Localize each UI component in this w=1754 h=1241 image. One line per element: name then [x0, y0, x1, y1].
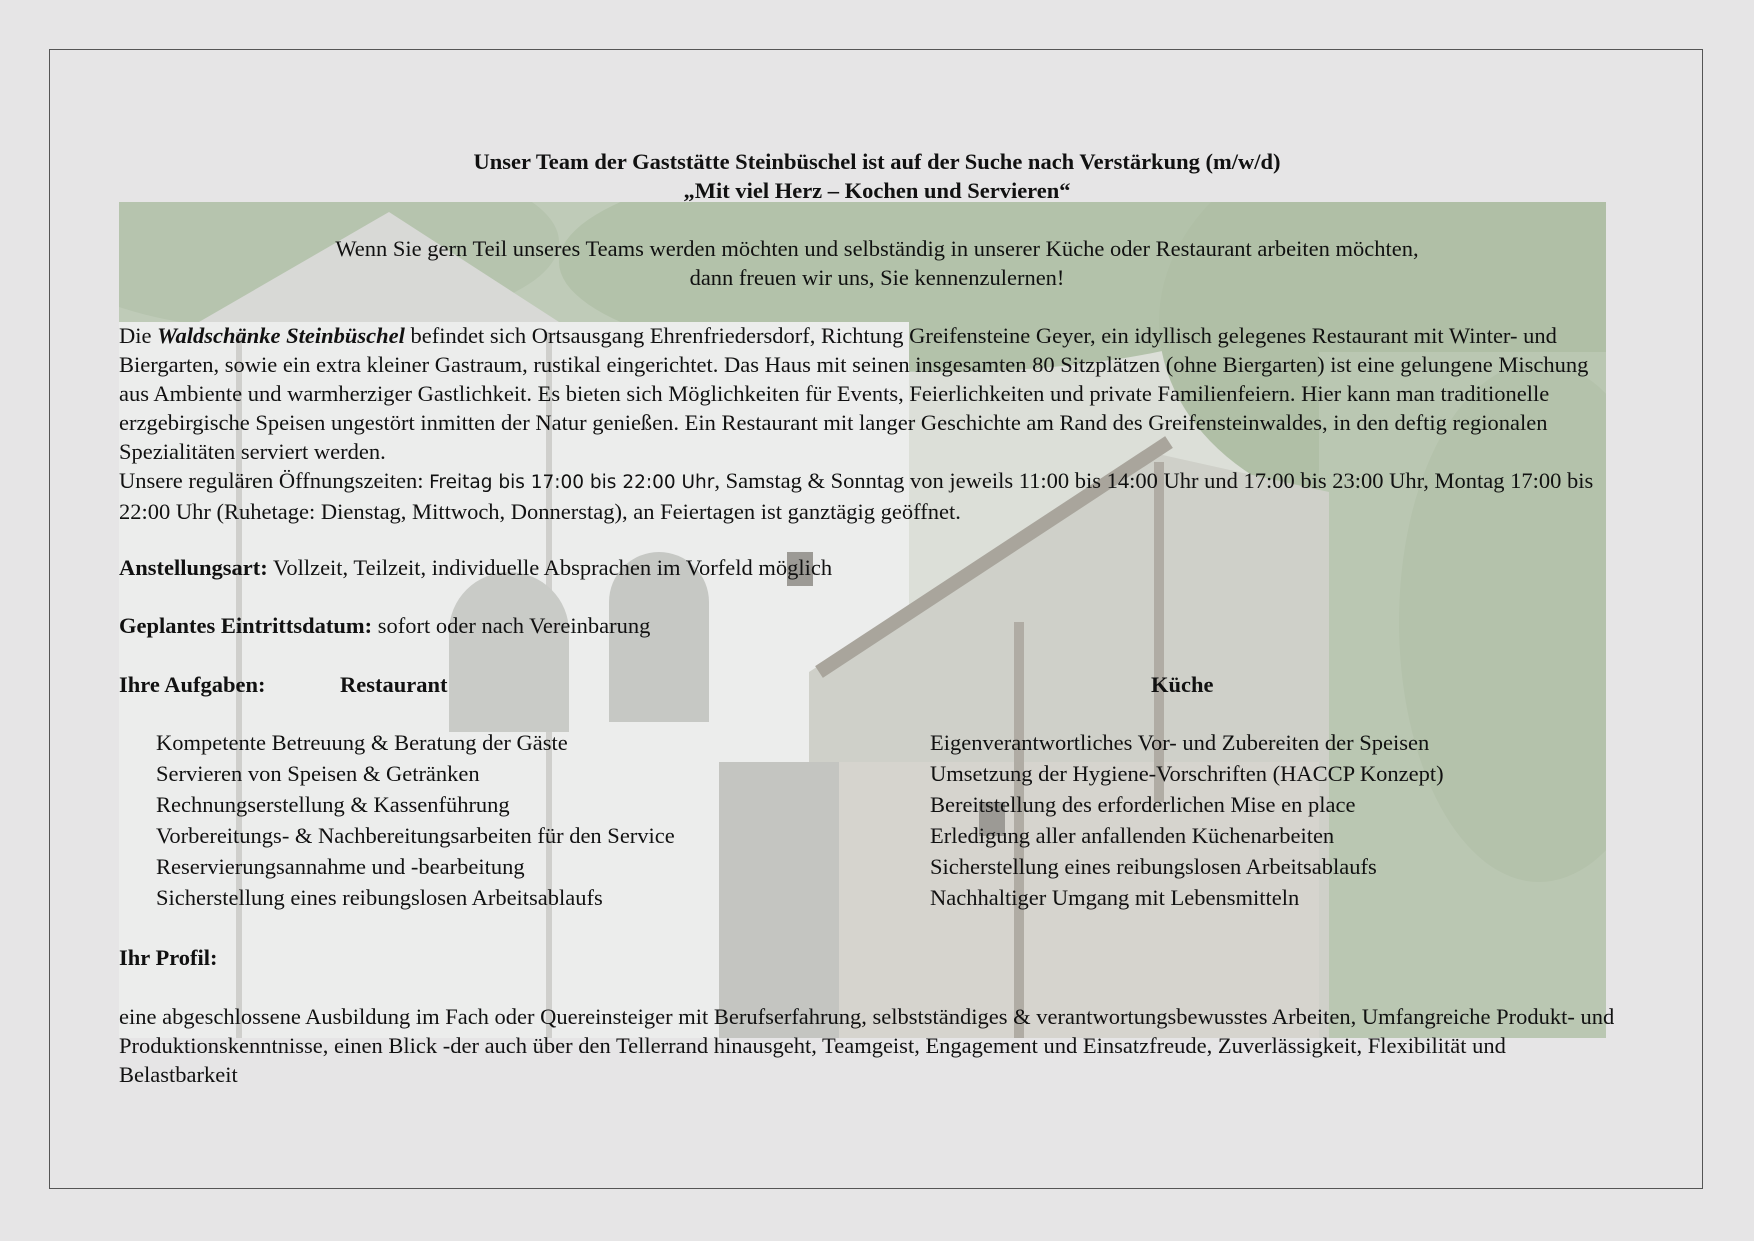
intro-line-2: dann freuen wir uns, Sie kennenzulernen!: [689, 265, 1065, 290]
restaurant-task-list: [156, 727, 675, 913]
list-item: Eigenverantwortliches Vor- und Zubereiten der Speisen: [930, 730, 1430, 755]
intro-line-1: Wenn Sie gern Teil unseres Teams werden möchten und selbständig in unserer Küche oder Restaurant arbeiten möchten,: [335, 236, 1419, 261]
description-text: befindet sich Ortsausgang Ehrenfriedersdorf, Richtung Greifensteine Geyer, ein idyllisch gelegenes Restaurant mit Winter- und Biergarten, sowie ein extra kleiner Gastraum, rustikal eingerichtet. Das Haus mit seinen insgesamten 80 Sitzplätzen (ohne Biergarten) ist eine gelungene Mischung aus Ambiente und warmherziger Gastlichkeit. Es bieten sich Möglichkeiten für Events, Feierlichkeiten und private Familienfeiern. Hier kann man traditionelle erzgebirgische Speisen ungestört inmitten der Natur genießen. Ein Restaurant mit langer Geschichte am Rand des Greifensteinwaldes, in den deftig regionalen Spezialitäten serviert werden.: [119, 323, 1589, 464]
tasks-label: Ihre Aufgaben:: [119, 672, 266, 697]
start-date-label: Geplantes Eintrittsdatum:: [119, 613, 373, 638]
profile-text: eine abgeschlossene Ausbildung im Fach oder Quereinsteiger mit Berufserfahrung, selbstständiges & verantwortungsbewusstes Arbeiten, Umfangreiche Produkt- und Produktionskenntnisse, einen Blick -der auch über den Tellerrand hinausgeht, Teamgeist, Engagement und Einsatzfreude, Zuverlässigkeit, Flexibilität und Belastbarkeit: [119, 1004, 1615, 1087]
employment-type: [119, 553, 832, 582]
opening-hours-rest: , Samstag & Sonntag von jeweils 11:00 bis 14:00 Uhr und 17:00 bis 23:00 Uhr, Montag 17:00 bis 22:00 Uhr (Ruhetage: Dienstag, Mittwoch, Donnerstag), an Feiertagen ist ganztägig geöffnet.: [119, 468, 1594, 524]
list-item: Sicherstellung eines reibungslosen Arbeitsablaufs: [930, 854, 1377, 879]
list-item: Reservierungsannahme und -bearbeitung: [156, 854, 525, 879]
start-date: [119, 611, 650, 640]
start-date-value: sofort oder nach Vereinbarung: [372, 613, 651, 638]
restaurant-heading: Restaurant: [340, 672, 448, 697]
list-item: Servieren von Speisen & Getränken: [156, 761, 480, 786]
opening-hours-friday: Freitag bis 17:00 bis 22:00 Uhr: [429, 472, 715, 493]
list-item: Erledigung aller anfallenden Küchenarbeiten: [930, 823, 1335, 848]
opening-hours-prefix: Unsere regulären Öffnungszeiten:: [119, 468, 430, 493]
title-line-2: „Mit viel Herz – Kochen und Servieren“: [683, 178, 1071, 203]
list-item: Nachhaltiger Umgang mit Lebensmitteln: [930, 885, 1300, 910]
restaurant-name: Waldschänke Steinbüschel: [157, 323, 405, 348]
profile-label: Ihr Profil:: [119, 945, 218, 970]
list-item: Umsetzung der Hygiene-Vorschriften (HACCP Konzept): [930, 761, 1444, 786]
list-item: Kompetente Betreuung & Beratung der Gäste: [156, 730, 568, 755]
list-item: Bereitstellung des erforderlichen Mise en place: [930, 792, 1356, 817]
list-item: Rechnungserstellung & Kassenführung: [156, 792, 510, 817]
description-prefix: Die: [119, 323, 158, 348]
restaurant-description: [119, 321, 1619, 526]
title-line-1: Unser Team der Gaststätte Steinbüschel ist auf der Suche nach Verstärkung (m/w/d): [473, 149, 1281, 174]
employment-type-label: Anstellungsart:: [119, 555, 268, 580]
employment-type-value: Vollzeit, Teilzeit, individuelle Absprachen im Vorfeld möglich: [267, 555, 833, 580]
kitchen-heading: Küche: [1151, 672, 1214, 697]
kitchen-task-list: [930, 727, 1444, 913]
list-item: Sicherstellung eines reibungslosen Arbeitsablaufs: [156, 885, 603, 910]
list-item: Vorbereitungs- & Nachbereitungsarbeiten für den Service: [156, 823, 675, 848]
